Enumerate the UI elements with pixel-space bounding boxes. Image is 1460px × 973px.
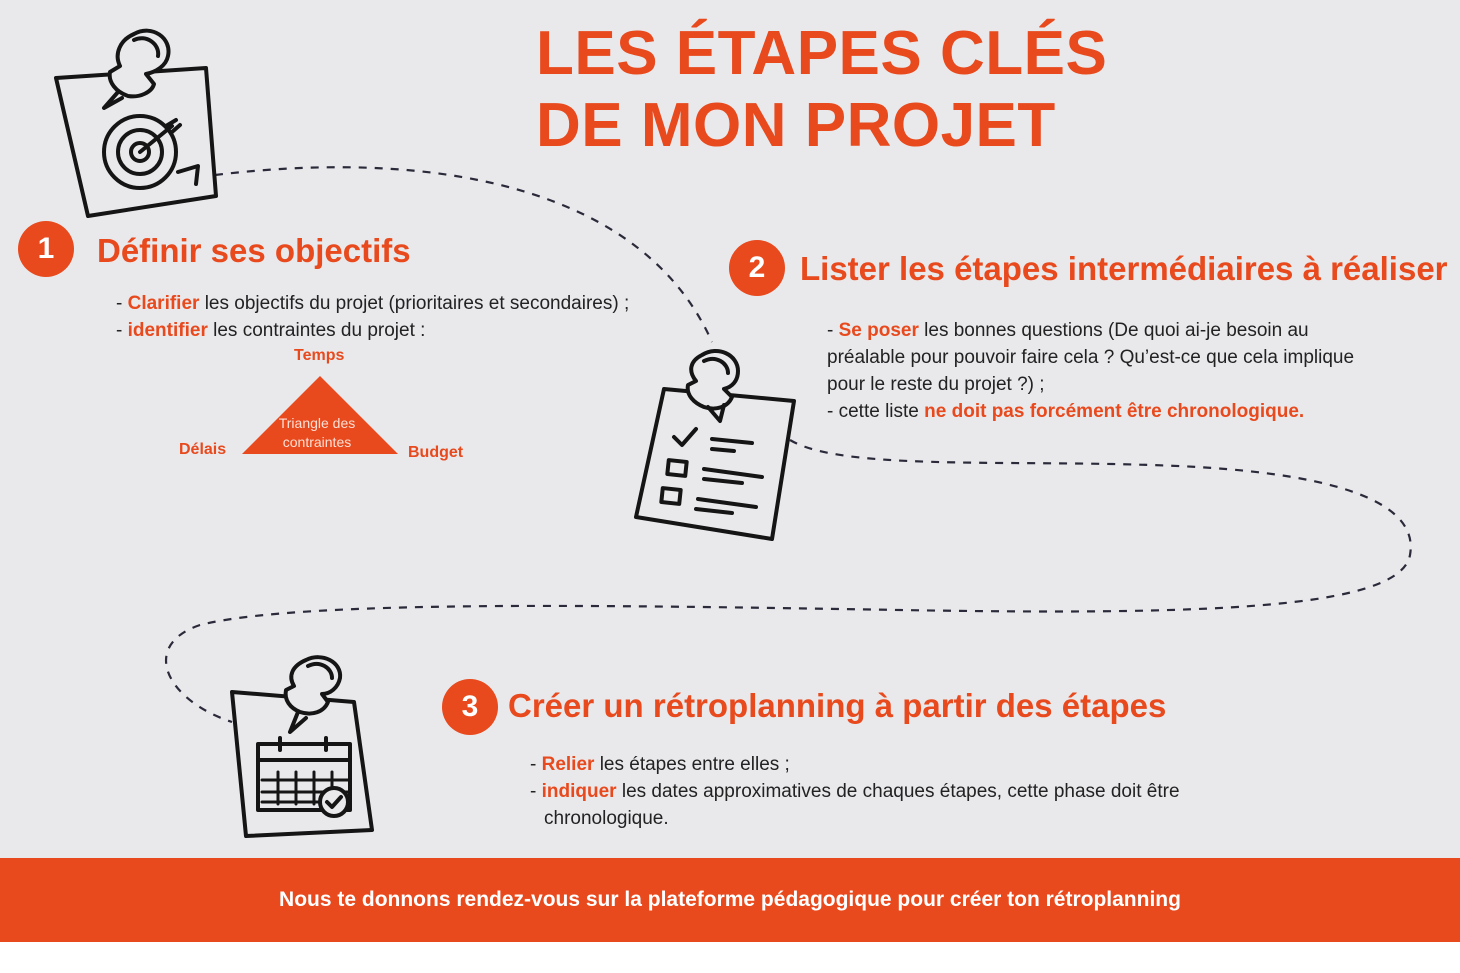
step-3-number: 3 xyxy=(442,679,498,735)
page-title xyxy=(536,18,1107,162)
triangle-center-label: Triangle des contraintes xyxy=(278,415,356,450)
highlight-indiquer: indiquer xyxy=(541,781,617,802)
step-3-title: Créer un rétroplanning à partir des étapes xyxy=(508,687,1167,724)
step-1-line-2: - identifier les contraintes du projet : xyxy=(116,320,426,341)
step-2-line-2: préalable pour pouvoir faire cela ? Qu’est-ce que cela implique xyxy=(827,347,1355,368)
title-line-1: LES ÉTAPES CLÉS xyxy=(536,19,1108,88)
step-3-line-2: - indiquer les dates approximatives de chaques étapes, cette phase doit être xyxy=(530,781,1180,802)
step-3-line-1: - Relier les étapes entre elles ; xyxy=(530,754,790,775)
step-2-line-4: - cette liste ne doit pas forcément être chronologique. xyxy=(827,401,1305,422)
triangle-label-budget: Budget xyxy=(408,444,464,461)
step-1-number: 1 xyxy=(18,221,74,277)
footer-banner xyxy=(0,858,1460,942)
step-2-line-3: pour le reste du projet ?) ; xyxy=(827,374,1045,395)
step-1-body xyxy=(116,290,629,344)
highlight-se-poser: Se poser xyxy=(838,320,919,341)
step-3-body xyxy=(530,751,1180,832)
step-1-line-1: - Clarifier les objectifs du projet (prioritaires et secondaires) ; xyxy=(116,293,630,314)
highlight-non-chrono: ne doit pas forcément être chronologique. xyxy=(924,401,1305,422)
bottom-strip xyxy=(0,942,1460,973)
footer-text: Nous te donnons rendez-vous sur la plateforme pédagogique pour créer ton rétroplanning xyxy=(279,888,1181,911)
step-3-line-3: chronologique. xyxy=(544,808,669,829)
highlight-clarifier: Clarifier xyxy=(127,293,200,314)
step-2-line-1: - Se poser les bonnes questions (De quoi ai-je besoin au xyxy=(827,320,1309,341)
highlight-identifier: identifier xyxy=(127,320,208,341)
highlight-relier: Relier xyxy=(541,754,595,775)
title-line-2: DE MON PROJET xyxy=(536,91,1056,160)
step-2-body xyxy=(827,317,1354,425)
step-2-number: 2 xyxy=(729,240,785,296)
triangle-label-delais: Délais xyxy=(179,441,227,458)
step-1-title: Définir ses objectifs xyxy=(97,232,411,269)
calendar-note-icon xyxy=(226,654,378,840)
triangle-label-temps: Temps xyxy=(294,347,345,364)
step-2-title: Lister les étapes intermédiaires à réaliser xyxy=(800,250,1448,287)
target-note-icon xyxy=(48,26,223,226)
checklist-note-icon xyxy=(628,345,800,545)
